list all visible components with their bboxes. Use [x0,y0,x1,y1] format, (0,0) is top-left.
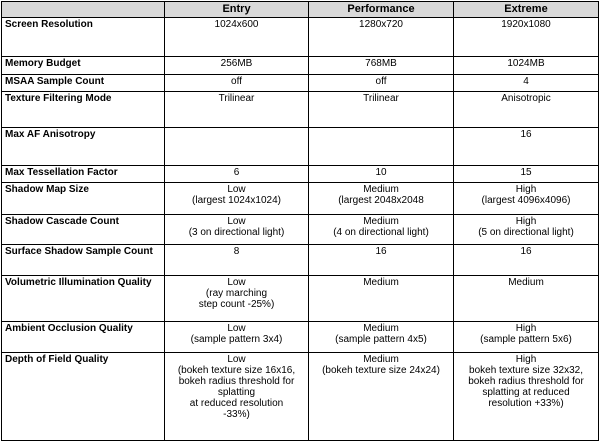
cell-performance: Trilinear [309,92,454,128]
row-label: Depth of Field Quality [2,353,165,441]
cell-performance: off [309,74,454,92]
row-label: Screen Resolution [2,18,165,57]
cell-extreme: 1024MB [454,57,599,75]
row-label: MSAA Sample Count [2,74,165,92]
row-label: Max Tessellation Factor [2,165,165,183]
cell-entry: Low (largest 1024x1024) [165,183,309,215]
cell-entry: Low (3 on directional light) [165,215,309,245]
row-label: Texture Filtering Mode [2,92,165,128]
table-row [2,275,599,321]
cell-extreme: 16 [454,128,599,165]
table-row [2,322,599,353]
row-label: Volumetric Illumination Quality [2,275,165,321]
cell-entry: 6 [165,165,309,183]
cell-entry: 8 [165,244,309,275]
cell-extreme: Anisotropic [454,92,599,128]
row-label: Surface Shadow Sample Count [2,244,165,275]
table-row [2,18,599,57]
quality-settings-table [1,1,599,441]
cell-entry: 1024x600 [165,18,309,57]
column-header-entry: Entry [165,2,309,18]
cell-performance: 1280x720 [309,18,454,57]
row-label: Memory Budget [2,57,165,75]
row-label: Ambient Occlusion Quality [2,322,165,353]
row-label: Shadow Map Size [2,183,165,215]
cell-entry: Low (ray marching step count -25%) [165,275,309,321]
cell-performance: 768MB [309,57,454,75]
cell-extreme: 16 [454,244,599,275]
table-row [2,215,599,245]
header-corner [2,2,165,18]
cell-entry: Low (bokeh texture size 16x16, bokeh radius threshold for splatting at reduced resolution -33%) [165,353,309,441]
cell-performance: Medium (bokeh texture size 24x24) [309,353,454,441]
cell-performance: Medium (4 on directional light) [309,215,454,245]
row-label: Max AF Anisotropy [2,128,165,165]
header-row [2,2,599,18]
cell-entry: Trilinear [165,92,309,128]
table-row [2,74,599,92]
cell-entry: Low (sample pattern 3x4) [165,322,309,353]
table-row [2,244,599,275]
table-row [2,57,599,75]
cell-extreme: 1920x1080 [454,18,599,57]
table-row [2,353,599,441]
cell-extreme: High (5 on directional light) [454,215,599,245]
table-row [2,165,599,183]
column-header-performance: Performance [309,2,454,18]
cell-performance [309,128,454,165]
cell-performance: Medium (sample pattern 4x5) [309,322,454,353]
cell-performance: 10 [309,165,454,183]
cell-extreme: Medium [454,275,599,321]
cell-extreme: 4 [454,74,599,92]
cell-performance: Medium [309,275,454,321]
cell-entry: 256MB [165,57,309,75]
column-header-extreme: Extreme [454,2,599,18]
cell-performance: Medium (largest 2048x2048 [309,183,454,215]
cell-extreme: 15 [454,165,599,183]
cell-entry [165,128,309,165]
cell-extreme: High (sample pattern 5x6) [454,322,599,353]
table-row [2,92,599,128]
cell-extreme: High bokeh texture size 32x32, bokeh radius threshold for splatting at reduced resolution +33%) [454,353,599,441]
cell-performance: 16 [309,244,454,275]
cell-entry: off [165,74,309,92]
cell-extreme: High (largest 4096x4096) [454,183,599,215]
table-row [2,128,599,165]
row-label: Shadow Cascade Count [2,215,165,245]
table-row [2,183,599,215]
